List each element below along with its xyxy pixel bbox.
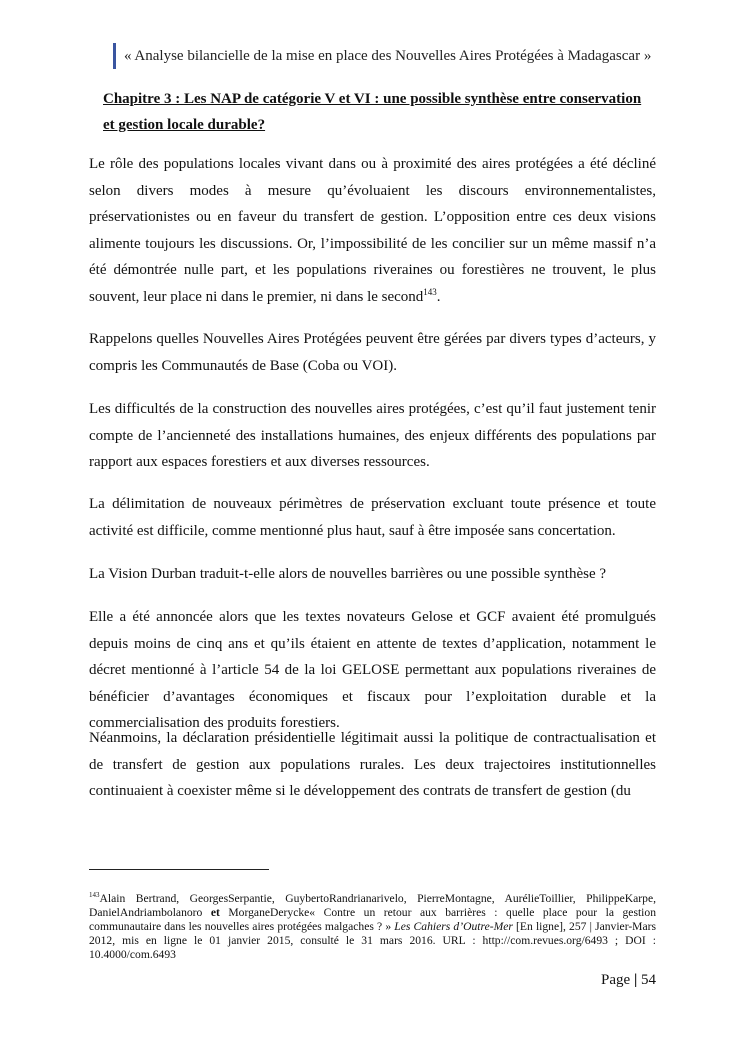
footnote-number: 143 (89, 891, 100, 899)
paragraph-1-text: Le rôle des populations locales vivant dans ou à proximité des aires protégées a été décliné selon divers modes à mesure qu’évoluaient les discours environnementalistes, préservationistes ou en faveur du transfert de gestion. L’opposition entre ces deux visions alimente toujours les discussions. Or, l’impossibilité de les concilier sur un même massif n’a été démontrée nulle part, et les populations riveraines ou forestières ne trouvent, le plus souvent, leur place ni dans le premier, ni dans le second (89, 156, 656, 305)
paragraph-1-end: . (436, 288, 441, 305)
paragraph-5: La Vision Durban traduit-t-elle alors de nouvelles barrières ou une possible synthèse ? (89, 566, 607, 582)
running-header (113, 43, 651, 69)
page-label: Page (601, 972, 631, 988)
footnote-journal: Les Cahiers d’Outre-Mer (394, 919, 513, 933)
page-number-value: 54 (641, 972, 656, 988)
footnote-and: et (210, 905, 220, 919)
running-header-title: « Analyse bilancielle de la mise en place des Nouvelles Aires Protégées à Madagascar » (124, 48, 652, 64)
footnote-article-title: « Contre un retour aux barrières : quelle place pour la gestion communautaire dans les nouvelles aires protégées malgaches ? » (89, 905, 656, 933)
paragraph-7: Néanmoins, la déclaration présidentielle légitimait aussi la politique de contractualisation et de transfert de gestion aux populations rurales. Les deux trajectoires institutionnelles continuaient à coexister même si le développement des contrats de transfert de gestion (du (89, 730, 656, 799)
footnote-143 (89, 888, 656, 962)
footnote-authors: Alain Bertrand, GeorgesSerpantie, GuybertoRandrianarivelo, PierreMontagne, AurélieToillier, PhilippeKarpe, DanielAndriambolanoro (89, 891, 656, 919)
page-separator: | (633, 972, 638, 988)
footnote-separator (89, 869, 269, 870)
footnote-rest: [En ligne], 257 | Janvier-Mars 2012, mis en ligne le 01 janvier 2015, consulté le 31 mars 2016. URL : http://com.revues.org/6493 ; DOI : 10.4000/com.6493 (89, 919, 657, 961)
page-number (601, 972, 656, 989)
footnote-ref-143[interactable]: 143 (423, 286, 437, 297)
paragraph-4: La délimitation de nouveaux périmètres de préservation excluant toute présence et toute activité est difficile, comme mentionné plus haut, sauf à être imposée sans concertation. (89, 496, 656, 539)
chapter-title: Chapitre 3 : Les NAP de catégorie V et VI : une possible synthèse entre conservation et gestion locale durable? (103, 91, 642, 133)
footnote-last-author: MorganeDerycke (219, 905, 310, 919)
paragraph-6: Elle a été annoncée alors que les textes novateurs Gelose et GCF avaient été promulgués depuis moins de cinq ans et qu’ils étaient en attente de textes d’application, notamment le décret mentionné à l’article 54 de la loi GELOSE permettant aux populations riveraines de bénéficier d’avantages économiques et fiscaux pour l’exploitation durable et la commercialisation des produits forestiers. (89, 609, 656, 731)
paragraph-1 (89, 151, 656, 310)
paragraph-3: Les difficultés de la construction des nouvelles aires protégées, c’est qu’il faut justement tenir compte de l’ancienneté des installations humaines, des enjeux différents des populations par rapport aux espaces forestiers et aux diverses ressources. (89, 401, 656, 470)
paragraph-2: Rappelons quelles Nouvelles Aires Protégées peuvent être gérées par divers types d’acteurs, y compris les Communautés de Base (Coba ou VOI). (89, 331, 656, 374)
